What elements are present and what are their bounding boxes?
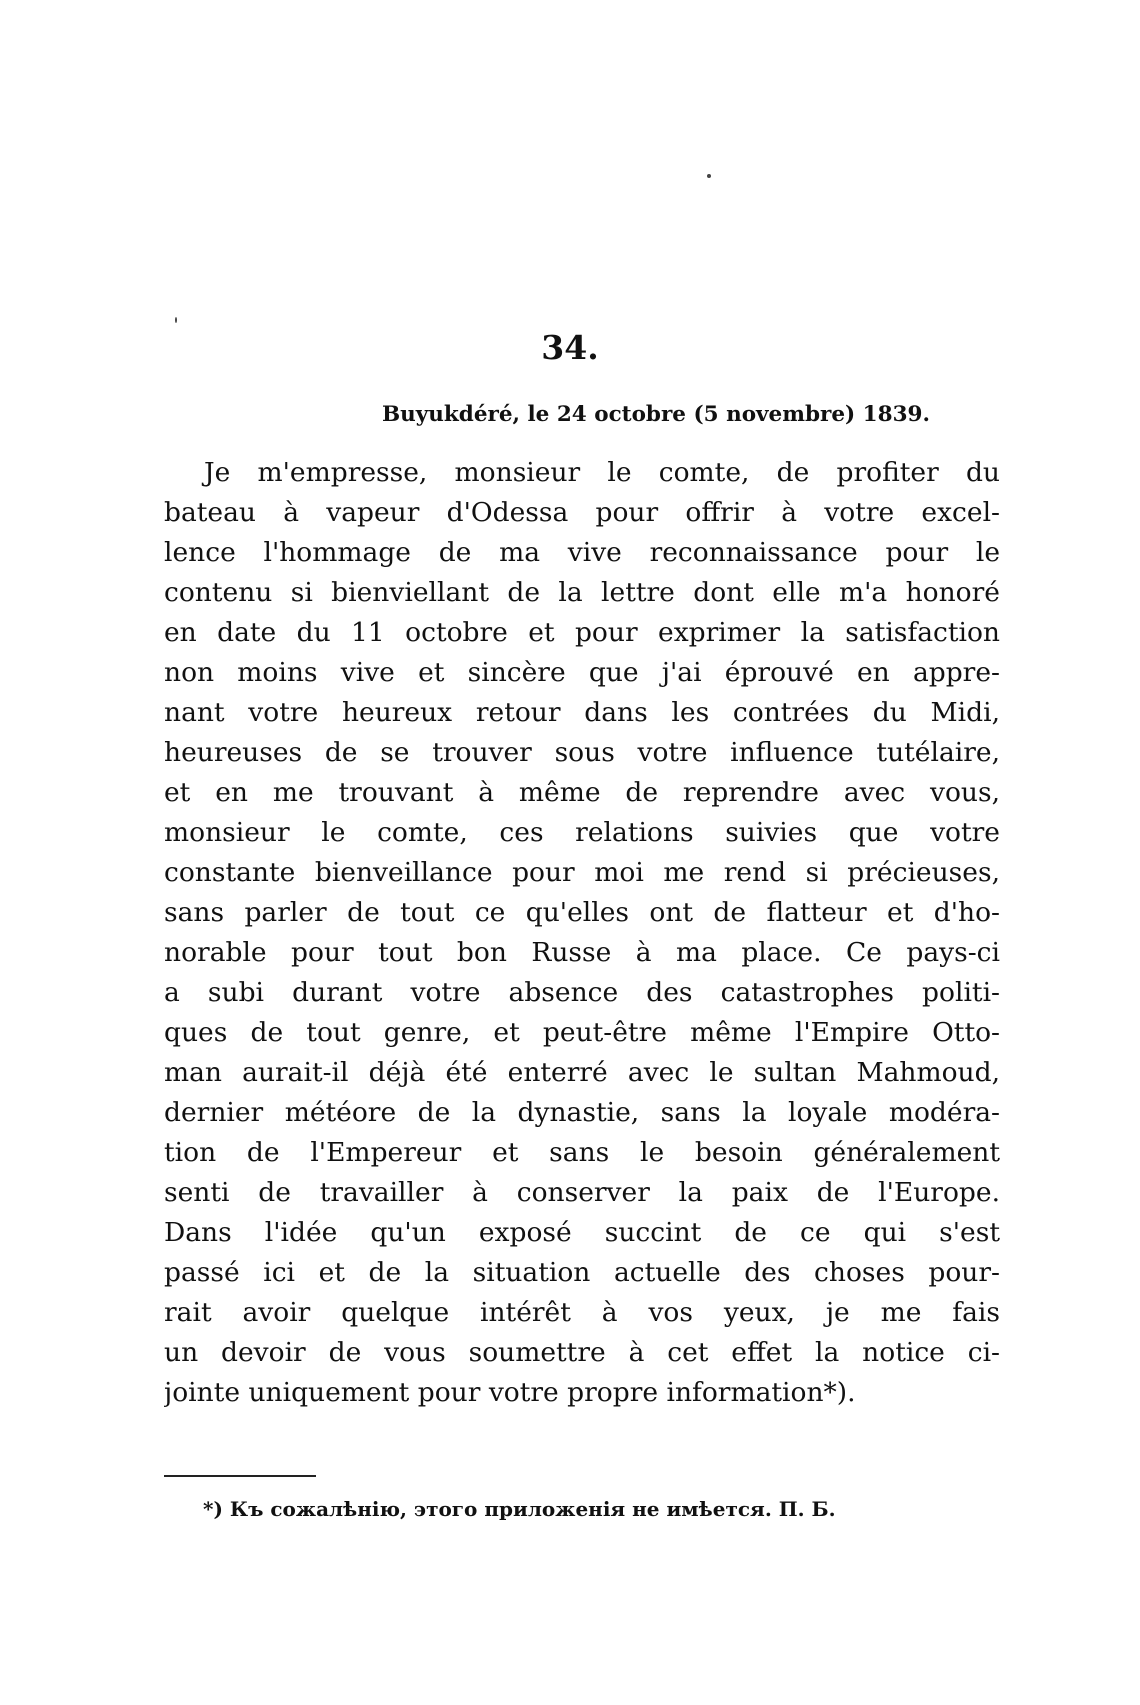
body-line: passé ici et de la situation actuelle des choses pour- (164, 1257, 1000, 1288)
body-line: et en me trouvant à même de reprendre avec vous, (164, 777, 1000, 808)
body-line: un devoir de vous soumettre à cet effet la notice ci- (164, 1337, 1000, 1368)
body-line: contenu si bienviellant de la lettre dont elle m'a honoré (164, 577, 1000, 608)
body-line: ques de tout genre, et peut-être même l'Empire Otto- (164, 1017, 1000, 1048)
footnote-divider (164, 1475, 316, 1477)
body-line: en date du 11 octobre et pour exprimer la satisfaction (164, 617, 1000, 648)
body-line: sans parler de tout ce qu'elles ont de flatteur et d'ho- (164, 897, 1000, 928)
print-speck (707, 174, 711, 178)
body-line: constante bienveillance pour moi me rend si précieuses, (164, 857, 1000, 888)
footnote: *) Къ сожалѣнію, этого приложенія не имѣется. П. Б. (203, 1497, 836, 1521)
body-line: bateau à vapeur d'Odessa pour offrir à votre excel- (164, 497, 1000, 528)
body-line: heureuses de se trouver sous votre influence tutélaire, (164, 737, 1000, 768)
body-line: jointe uniquement pour votre propre information*). (164, 1377, 856, 1408)
letter-body (164, 453, 1000, 1413)
body-line: Je m'empresse, monsieur le comte, de profiter du (204, 457, 1000, 488)
body-line: a subi durant votre absence des catastrophes politi- (164, 977, 1000, 1008)
body-line: nant votre heureux retour dans les contrées du Midi, (164, 697, 1000, 728)
body-line: dernier météore de la dynastie, sans la loyale modéra- (164, 1097, 1000, 1128)
body-line: senti de travailler à conserver la paix de l'Europe. (164, 1177, 1000, 1208)
body-line: Dans l'idée qu'un exposé succint de ce qui s'est (164, 1217, 1000, 1248)
body-line: lence l'hommage de ma vive reconnaissance pour le (164, 537, 1000, 568)
document-number: 34. (541, 328, 599, 367)
letter-place-date: Buyukdéré, le 24 octobre (5 novembre) 1839. (381, 402, 930, 427)
body-line: tion de l'Empereur et sans le besoin généralement (164, 1137, 1000, 1168)
print-speck (175, 317, 177, 323)
body-line: non moins vive et sincère que j'ai éprouvé en appre- (164, 657, 1000, 688)
body-line: man aurait-il déjà été enterré avec le sultan Mahmoud, (164, 1057, 1000, 1088)
body-line: norable pour tout bon Russe à ma place. Ce pays-ci (164, 937, 1000, 968)
body-line: monsieur le comte, ces relations suivies que votre (164, 817, 1000, 848)
body-line: rait avoir quelque intérêt à vos yeux, je me fais (164, 1297, 1000, 1328)
